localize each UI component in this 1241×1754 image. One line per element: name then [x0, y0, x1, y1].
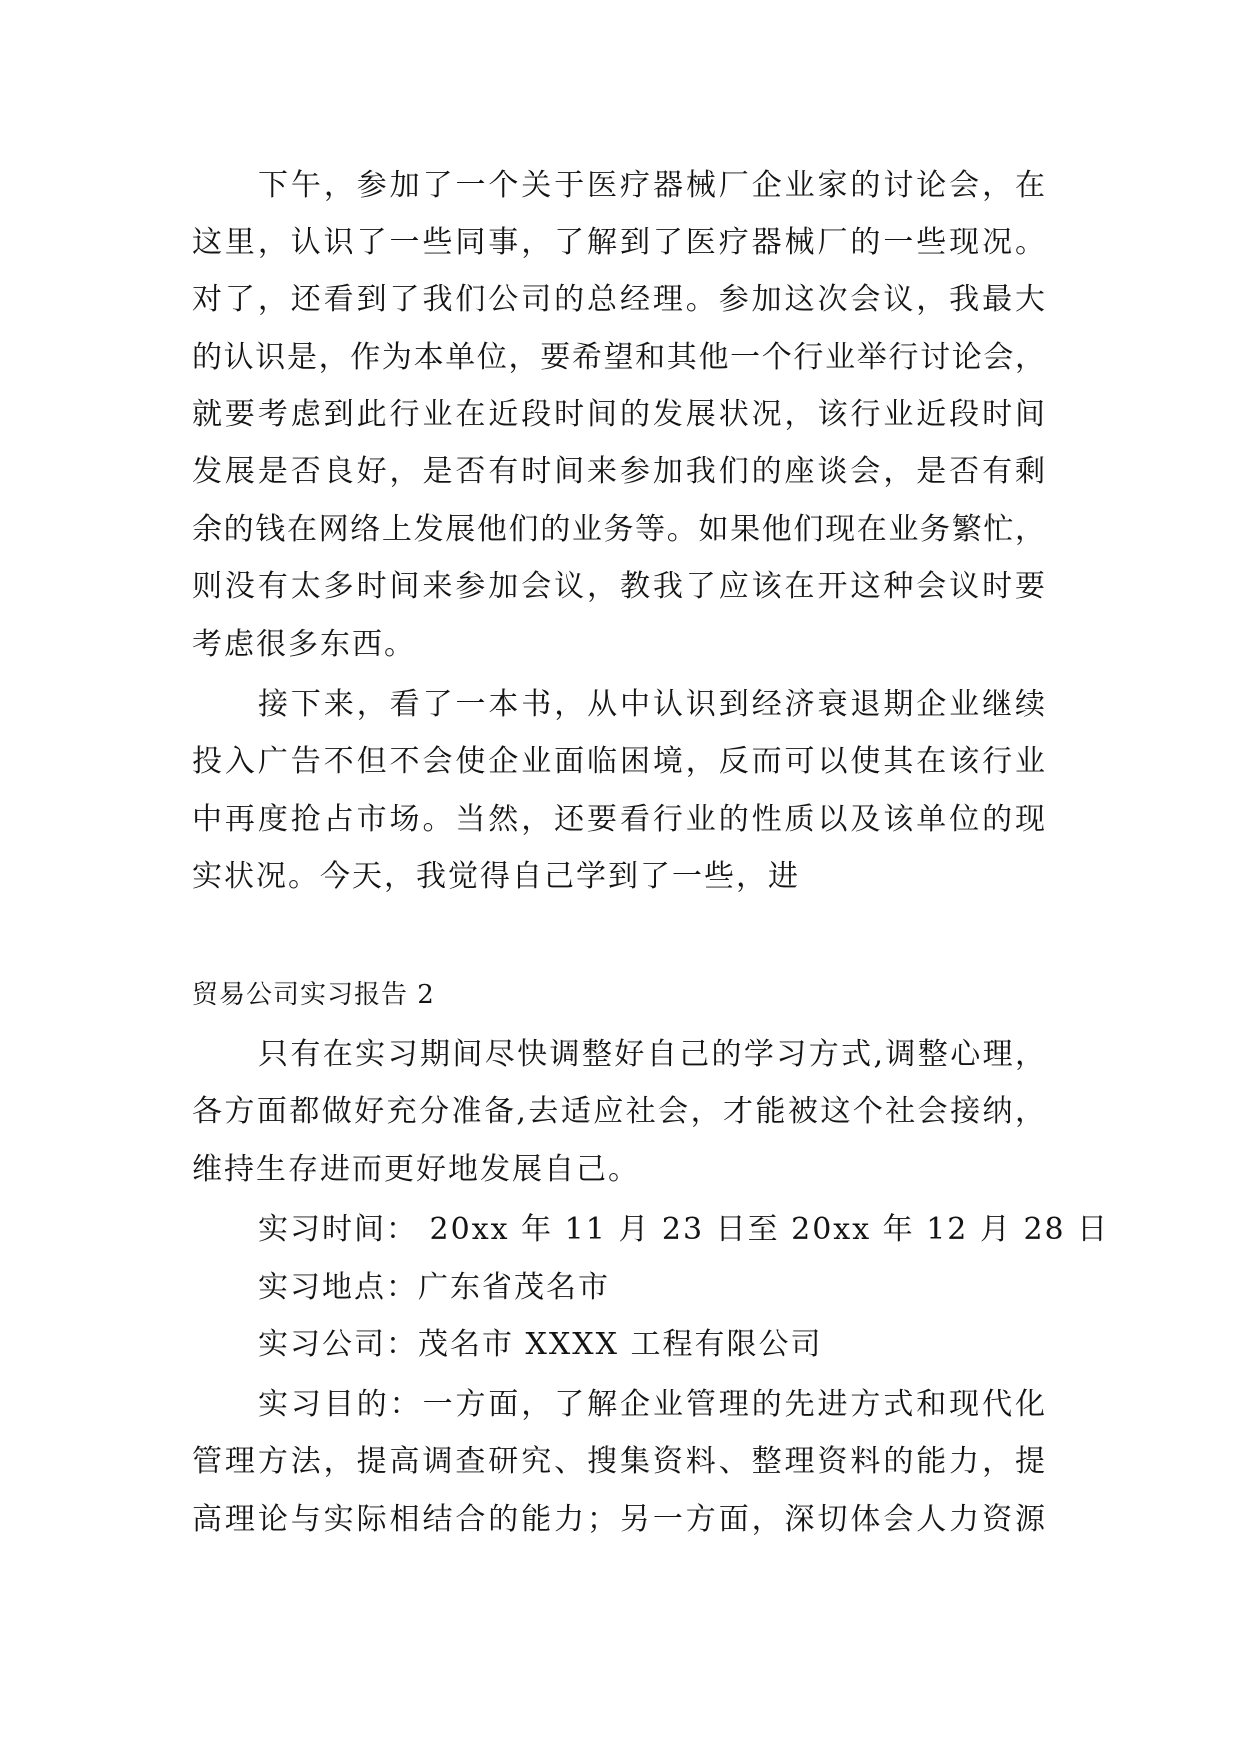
paragraph-2-line-2: 投入广告不但不会使企业面临困境，反而可以使其在该行业: [192, 744, 1045, 779]
paragraph-1-line-9: 考虑很多东西。: [192, 627, 416, 662]
internship-location: 实习地点：广东省茂名市: [258, 1270, 610, 1305]
paragraph-3-line-1: 只有在实习期间尽快调整好自己的学习方式,调整心理，: [258, 1037, 1045, 1072]
paragraph-1-line-8: 则没有太多时间来参加会议，教我了应该在开这种会议时要: [192, 569, 1045, 604]
paragraph-1-line-6: 发展是否良好，是否有时间来参加我们的座谈会，是否有剩: [192, 454, 1045, 489]
internship-time: 实习时间： 20xx 年 11 月 23 日至 20xx 年 12 月 28 日: [258, 1212, 1110, 1247]
paragraph-1-line-3: 对了，还看到了我们公司的总经理。参加这次会议，我最大: [192, 282, 1045, 317]
paragraph-2-line-3: 中再度抢占市场。当然，还要看行业的性质以及该单位的现: [192, 802, 1045, 837]
paragraph-1-line-4: 的认识是，作为本单位，要希望和其他一个行业举行讨论会，: [192, 340, 1045, 375]
paragraph-3-line-2: 各方面都做好充分准备,去适应社会，才能被这个社会接纳，: [192, 1094, 1045, 1129]
paragraph-3-line-3: 维持生存进而更好地发展自己。: [192, 1152, 640, 1187]
paragraph-2-line-4: 实状况。今天，我觉得自己学到了一些，进: [192, 859, 800, 894]
paragraph-1-line-2: 这里，认识了一些同事，了解到了医疗器械厂的一些现况。: [192, 225, 1045, 260]
paragraph-1-line-5: 就要考虑到此行业在近段时间的发展状况，该行业近段时间: [192, 397, 1045, 432]
paragraph-2-line-1: 接下来，看了一本书，从中认识到经济衰退期企业继续: [258, 687, 1045, 722]
section-heading: 贸易公司实习报告 2: [192, 980, 435, 1010]
paragraph-4-line-3: 高理论与实际相结合的能力；另一方面，深切体会人力资源: [192, 1502, 1045, 1537]
paragraph-4-line-1: 实习目的：一方面，了解企业管理的先进方式和现代化: [258, 1387, 1045, 1422]
paragraph-1-line-1: 下午，参加了一个关于医疗器械厂企业家的讨论会，在: [258, 168, 1045, 203]
paragraph-1-line-7: 余的钱在网络上发展他们的业务等。如果他们现在业务繁忙，: [192, 512, 1045, 547]
paragraph-4-line-2: 管理方法，提高调查研究、搜集资料、整理资料的能力，提: [192, 1444, 1045, 1479]
internship-company: 实习公司：茂名市 XXXX 工程有限公司: [258, 1327, 823, 1362]
